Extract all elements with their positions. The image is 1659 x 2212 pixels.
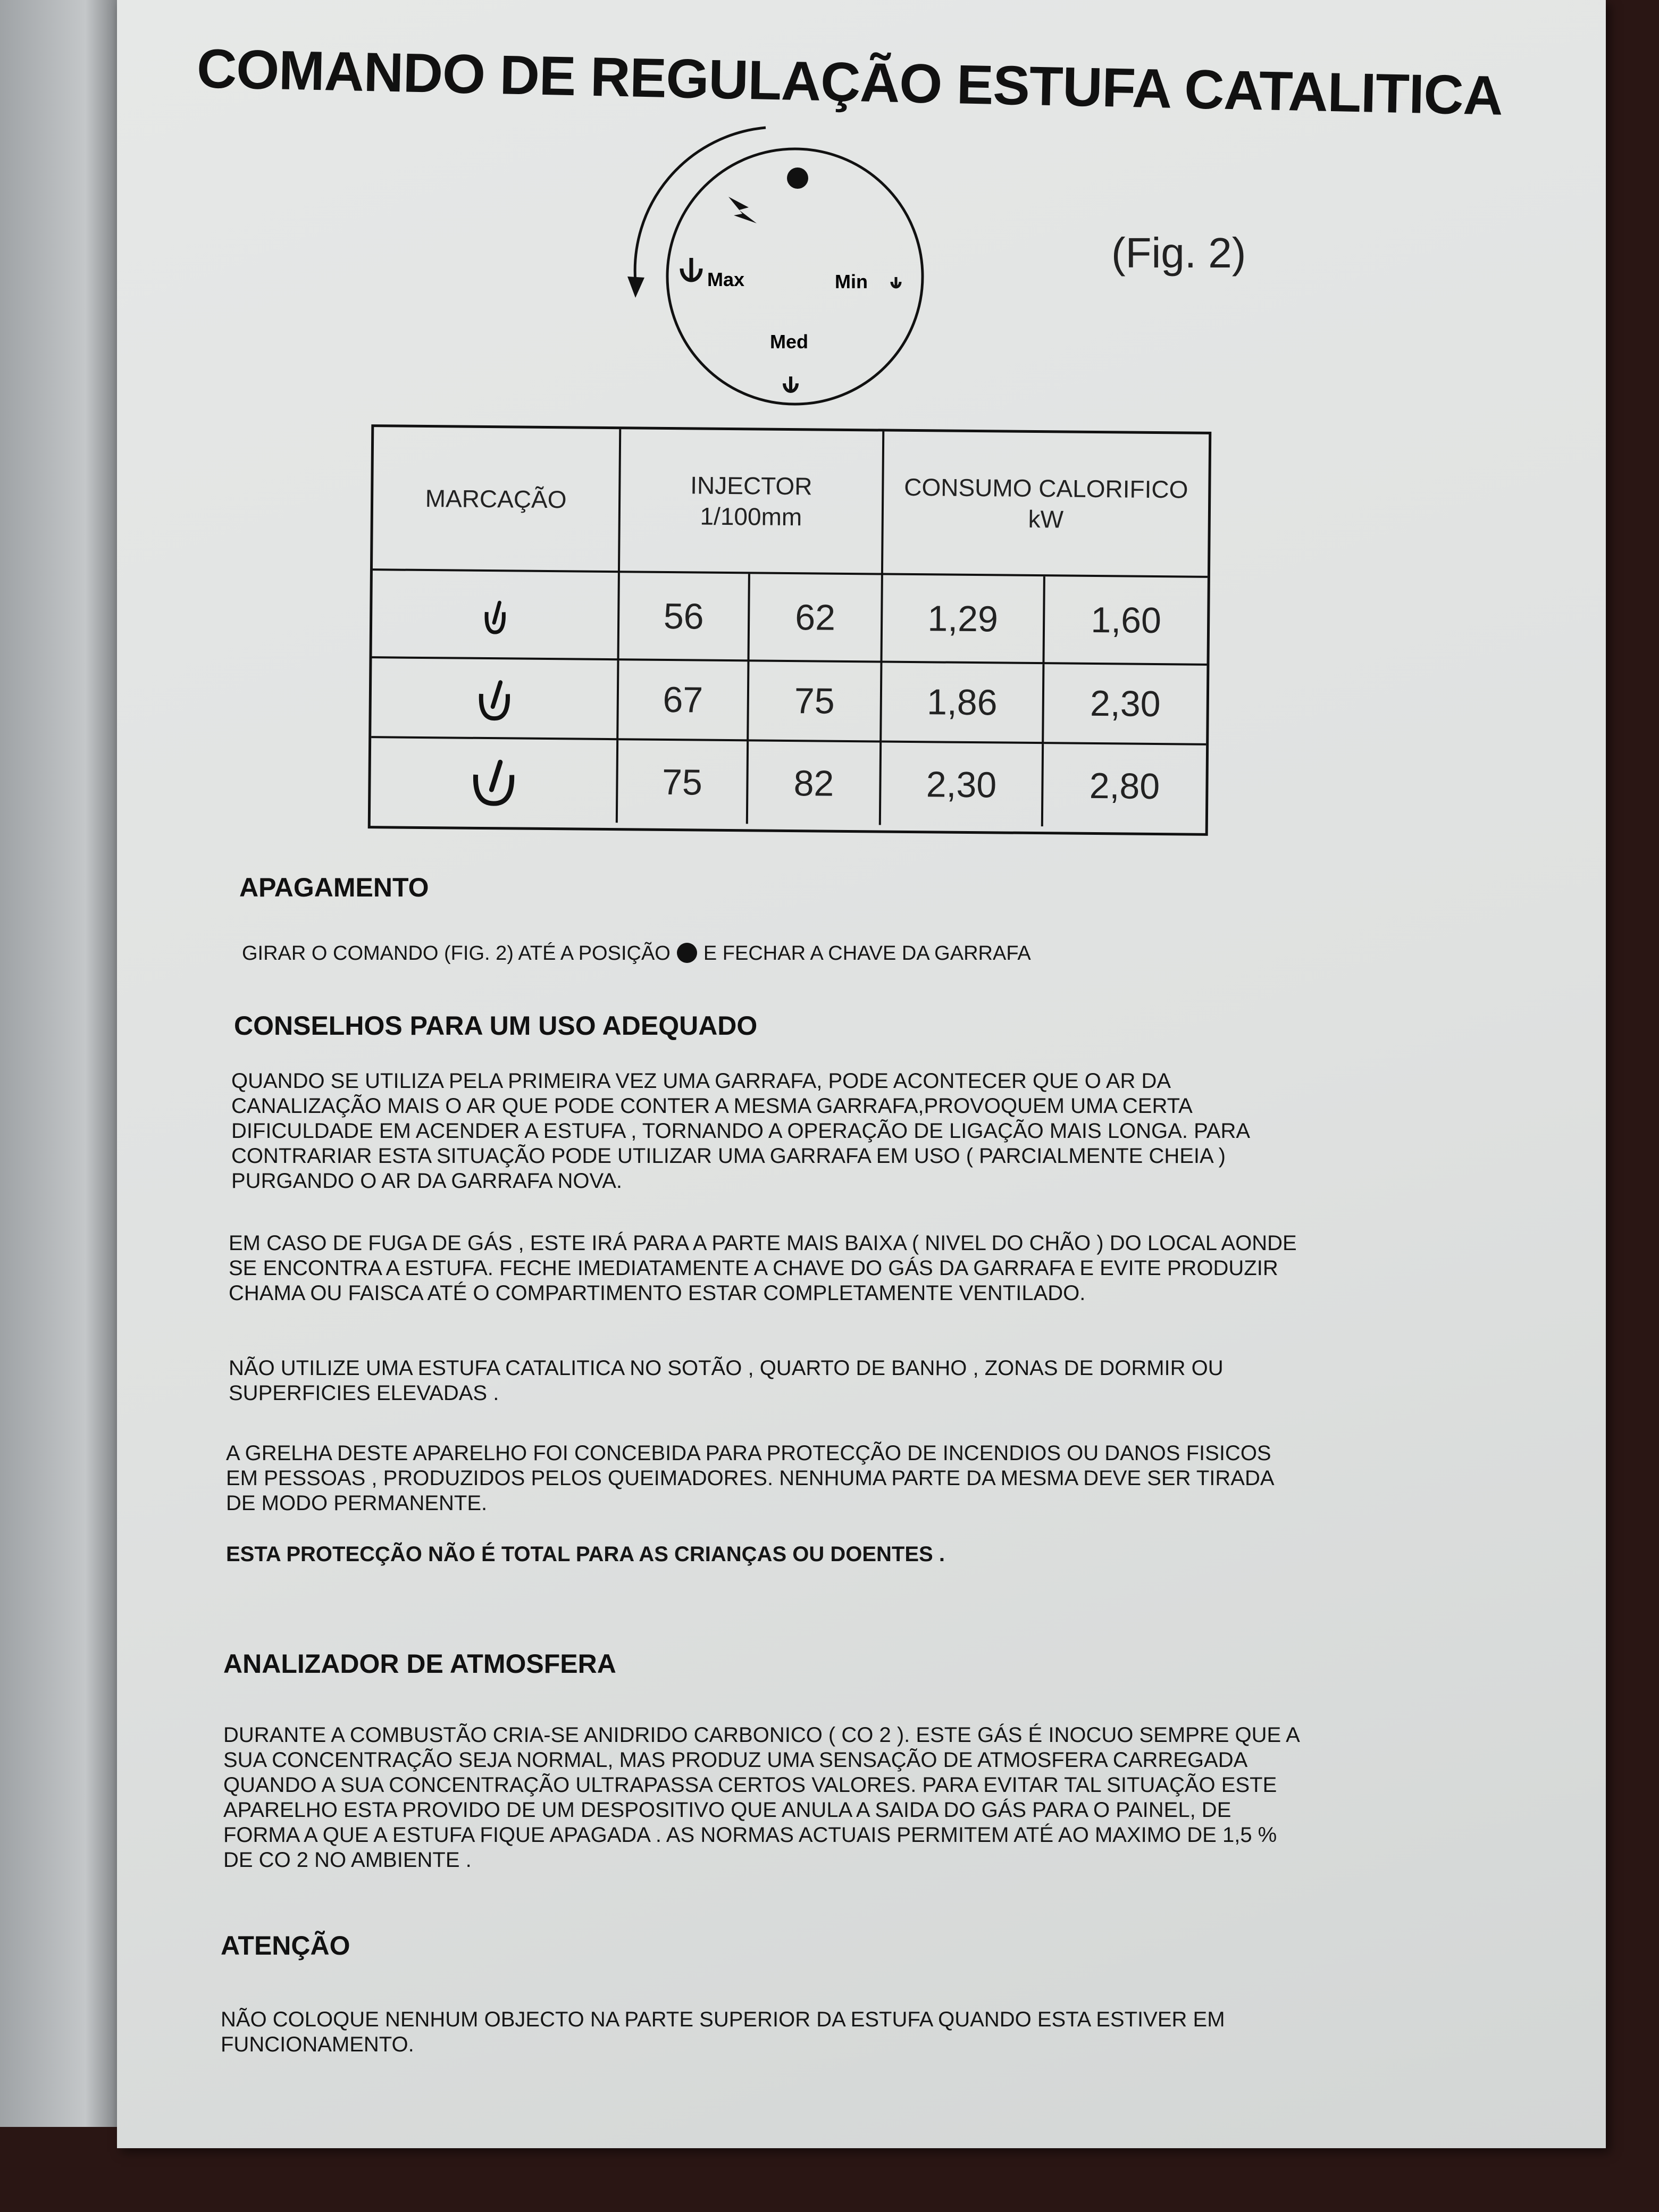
heading-apagamento: APAGAMENTO	[239, 873, 429, 902]
table-cell: 2,30	[881, 743, 1044, 827]
table-cell: 1,86	[882, 663, 1044, 744]
flame-icon-small	[473, 590, 516, 639]
flame-icon-max	[682, 258, 701, 280]
header-injector	[620, 429, 884, 575]
dial-med-label: Med	[770, 331, 808, 353]
injector-table	[368, 424, 1212, 836]
table-row-2-icon	[371, 658, 619, 740]
heading-conselhos: CONSELHOS PARA UM USO ADEQUADO	[234, 1011, 758, 1041]
header-consumo	[883, 432, 1209, 578]
figure-label: (Fig. 2)	[1111, 229, 1246, 276]
conselhos-paragraph-5: ESTA PROTECÇÃO NÃO É TOTAL PARA AS CRIANÇAS OU DOENTES .	[226, 1543, 945, 1566]
conselhos-paragraph-2: EM CASO DE FUGA DE GÁS , ESTE IRÁ PARA A PARTE MAIS BAIXA ( NIVEL DO CHÃO ) DO LOCAL AONDE SE ENCONTRA A ESTUFA. FECHE IMEDIATAMENTE A CHAVE DO GÁS DA GARRAFA E EVITE PRODUZIR CHAMA OU FAISCA ATÉ O COMPARTIMENTO ESTAR COMPLETAMENTE VENTILADO.	[229, 1231, 1297, 1305]
table-row-3-icon	[371, 738, 618, 823]
apagamento-text	[242, 941, 1321, 966]
flame-icon-med	[784, 376, 797, 391]
off-dot-icon	[787, 167, 808, 189]
conselhos-paragraph-3: NÃO UTILIZE UMA ESTUFA CATALITICA NO SOTÃO , QUARTO DE BANHO , ZONAS DE DORMIR OU SUPERFICIES ELEVADAS .	[229, 1356, 1224, 1405]
heading-analizador: ANALIZADOR DE ATMOSFERA	[223, 1649, 616, 1679]
atencao-paragraph: NÃO COLOQUE NENHUM OBJECTO NA PARTE SUPERIOR DA ESTUFA QUANDO ESTA ESTIVER EM FUNCIONAMENTO.	[221, 2008, 1225, 2056]
flame-icon-large	[467, 751, 521, 810]
apagamento-text-after: E FECHAR A CHAVE DA GARRAFA	[703, 942, 1031, 965]
table-cell: 82	[748, 741, 882, 825]
injector-unit: 1/100mm	[700, 502, 802, 531]
conselhos-paragraph-1: QUANDO SE UTILIZA PELA PRIMEIRA VEZ UMA GARRAFA, PODE ACONTECER QUE O AR DA CANALIZAÇÃO MAIS O AR QUE PODE CONTER A MESMA GARRAFA,PROVOQUEM UMA CERTA DIFICULDADE EM ACENDER A ESTUFA , TORNANDO A OPERAÇÃO DE LIGAÇÃO MAIS LONGA. PARA CONTRARIAR ESTA SITUAÇÃO PODE UTILIZAR UMA GARRAFA EM USO ( PARCIALMENTE CHEIA ) PURGANDO O AR DA GARRAFA NOVA.	[231, 1069, 1249, 1193]
flame-icon-min	[892, 277, 900, 287]
flame-icon-medium	[470, 672, 518, 725]
table-cell: 1,60	[1044, 576, 1207, 666]
spark-icon	[728, 197, 757, 223]
apagamento-text-before: GIRAR O COMANDO (FIG. 2) ATÉ A POSIÇÃO	[242, 942, 671, 965]
consumo-unit: kW	[1028, 505, 1064, 533]
table-cell: 56	[619, 573, 750, 661]
page-title: COMANDO DE REGULAÇÃO ESTUFA CATALITICA	[196, 38, 1503, 127]
table-cell: 75	[618, 740, 749, 824]
rotation-arrow-icon	[627, 128, 766, 298]
table-row-1-icon	[372, 571, 620, 660]
table-cell: 67	[618, 660, 749, 741]
table-cell: 1,29	[882, 575, 1045, 665]
table-cell: 2,30	[1044, 664, 1206, 745]
injector-title: INJECTOR	[690, 471, 812, 500]
table-cell: 62	[749, 574, 883, 663]
heading-atencao: ATENÇÃO	[221, 1931, 350, 1960]
header-injector-text	[690, 470, 812, 532]
header-marcacao	[373, 427, 621, 573]
dial-min-label: Min	[835, 271, 868, 292]
consumo-title: CONSUMO CALORIFICO	[904, 473, 1188, 504]
table-cell: 75	[749, 661, 882, 742]
off-dot-icon	[677, 943, 697, 963]
table-cell: 2,80	[1089, 765, 1160, 807]
header-consumo-text	[904, 472, 1188, 536]
manual-page	[117, 0, 1606, 2148]
header-marcacao-text: MARCAÇÃO	[425, 484, 567, 514]
dial-max-label: Max	[707, 269, 745, 290]
control-dial-figure	[606, 117, 946, 425]
conselhos-paragraph-4: A GRELHA DESTE APARELHO FOI CONCEBIDA PARA PROTECÇÃO DE INCENDIOS OU DANOS FISICOS EM PESSOAS , PRODUZIDOS PELOS QUEIMADORES. NENHUMA PARTE DA MESMA DEVE SER TIRADA DE MODO PERMANENTE.	[226, 1442, 1273, 1515]
analizador-paragraph: DURANTE A COMBUSTÃO CRIA-SE ANIDRIDO CARBONICO ( CO 2 ). ESTE GÁS É INOCUO SEMPRE QUE A SUA CONCENTRAÇÃO SEJA NORMAL, MAS PRODUZ UMA SENSAÇÃO DE ATMOSFERA CARREGADA QUANDO A SUA CONCENTRAÇÃO ULTRAPASSA CERTOS VALORES. PARA EVITAR TAL SITUAÇÃO ESTE APARELHO ESTA PROVIDO DE UM DESPOSITIVO QUE ANULA A SAIDA DO GÁS PARA O PAINEL, DE FORMA A QUE A ESTUFA FIQUE APAGADA . AS NORMAS ACTUAIS PERMITEM ATÉ AO MAXIMO DE 1,5 % DE CO 2 NO AMBIENTE .	[223, 1723, 1299, 1872]
left-page-edge	[0, 0, 122, 2127]
